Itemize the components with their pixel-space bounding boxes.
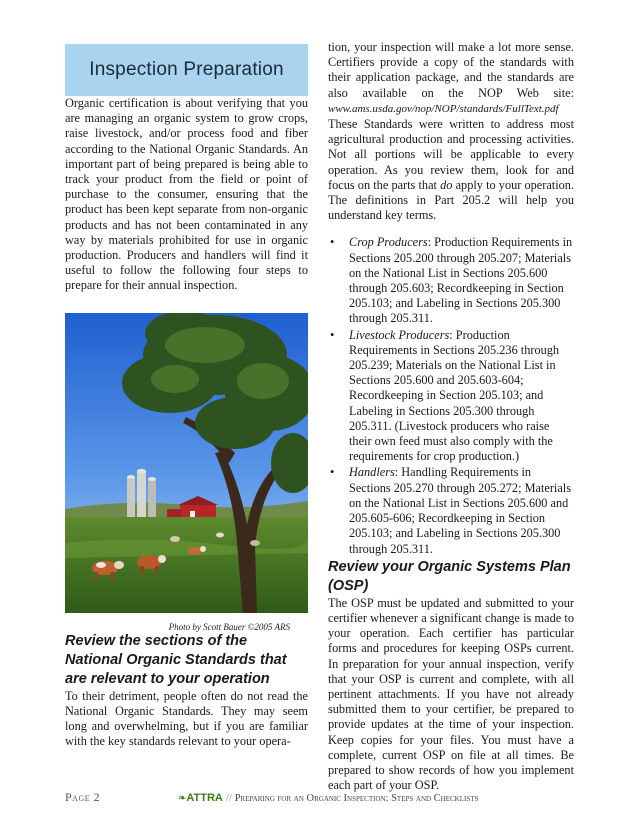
list-item <box>328 235 574 326</box>
list-item <box>328 465 574 556</box>
section-heading-review-osp: Review your Organic Systems Plan (OSP) <box>328 558 571 594</box>
bullet-icon: • <box>330 327 335 342</box>
list-item <box>328 328 574 465</box>
producer-type-list <box>328 235 574 556</box>
section-heading-review-standards: Review the sections of the National Organic Standards that are relevant to your operation <box>65 632 287 687</box>
list-item-label: Crop Producers <box>349 235 428 250</box>
intro-paragraph: Organic certification is about verifying that you are managing an organic system to grow crops, raise livestock, and/or process food and fiber according to the National Organic Standards. An important part of being prepared is being able to track your product from the field or point of purchase to the consumer, ensuring that the product has been kept separate from non-organic products and has not been contaminated in any way by materials prohibited for use in organic production. Producers and handlers will find it useful to follow the following four steps to prepare for their annual inspection. <box>65 96 308 293</box>
purpose-text-b: apply to your operation. The definitions in Part 205.2 will help you understand key terms. <box>328 177 575 223</box>
page-number: Page 2 <box>65 790 101 804</box>
list-item-text: : Production Requirements in Sections 205.200 through 205.207; Materials on the National List in Sections 205.600 through 205.603; Recordkeeping in Section 205.103; and Labeling in Sections 205.300 through 205.311. <box>349 235 573 326</box>
purpose-text-a: These Standards were written to address most agricultural production and processing activities. Not all portions will be applicable to every operation. As you review them, look for and focus on the parts that <box>328 117 574 192</box>
attra-leaf-icon: ❧ <box>178 793 187 804</box>
list-item-text: : Handling Requirements in Sections 205.270 through 205.272; Materials on the National List in Sections 205.600 and 205.605-606; Recordkeeping in Section 205.103; and Labeling in Sections 205.300 through 205.311. <box>349 465 572 556</box>
left-column <box>65 44 308 749</box>
section-title: Inspection Preparation <box>89 59 284 80</box>
list-item-label: Livestock Producers <box>349 327 450 342</box>
photo-caption: Photo by Scott Bauer ©2005 ARS <box>168 621 290 632</box>
section-title-box <box>65 44 308 96</box>
bullet-icon: • <box>330 235 335 250</box>
farm-photo <box>65 313 308 613</box>
footer-publication <box>178 792 478 804</box>
list-item-text: : Production Requirements in Sections 205.236 through 205.239; Materials on the National List in Sections 205.600 and 205.603-604; Recordkeeping in Section 205.103; and Labeling in Sections 205.300 through 205.311. (Livestock producers who raise their own feed must also comply with the requirements for crop production.) <box>349 327 560 464</box>
right-column <box>328 40 574 793</box>
list-item-label: Handlers <box>349 465 395 480</box>
standards-availability-paragraph <box>328 40 574 117</box>
footer-separator: // <box>225 793 232 804</box>
publication-title: Preparing for an Organic Inspection: Steps and Checklists <box>234 793 479 804</box>
purpose-emphasis: do <box>440 177 453 192</box>
review-standards-paragraph: To their detriment, people often do not read the National Organic Standards. They may seem long and overwhelming, but if you are familiar with the key standards relevant to your opera- <box>65 688 308 749</box>
review-osp-paragraph: The OSP must be updated and submitted to your certifier whenever a significant change is made to your operation. Each certifier has particular forms and procedures for keeping OSPs current. In preparation for your annual inspection, verify that your OSP is current and complete, with all pertinent attachments. If you have not already submitted them to your certifier, be prepared to provide updates at the time of your inspection. Keep copies for your files. You must have a complete, current OSP on file at all times. Be prepared to show records of how you implement each part of your OSP. <box>328 595 574 793</box>
bullet-icon: • <box>330 465 335 480</box>
attra-logo: ATTRA <box>186 792 223 804</box>
nop-url-link[interactable]: www.ams.usda.gov/nop/NOP/standards/FullText.pdf <box>328 102 559 115</box>
standards-purpose-paragraph <box>328 117 574 223</box>
standards-availability-text: tion, your inspection will make a lot more sense. Certifiers provide a copy of the standards with their application package, and the standards are also available on the NOP Web site: <box>328 40 574 100</box>
